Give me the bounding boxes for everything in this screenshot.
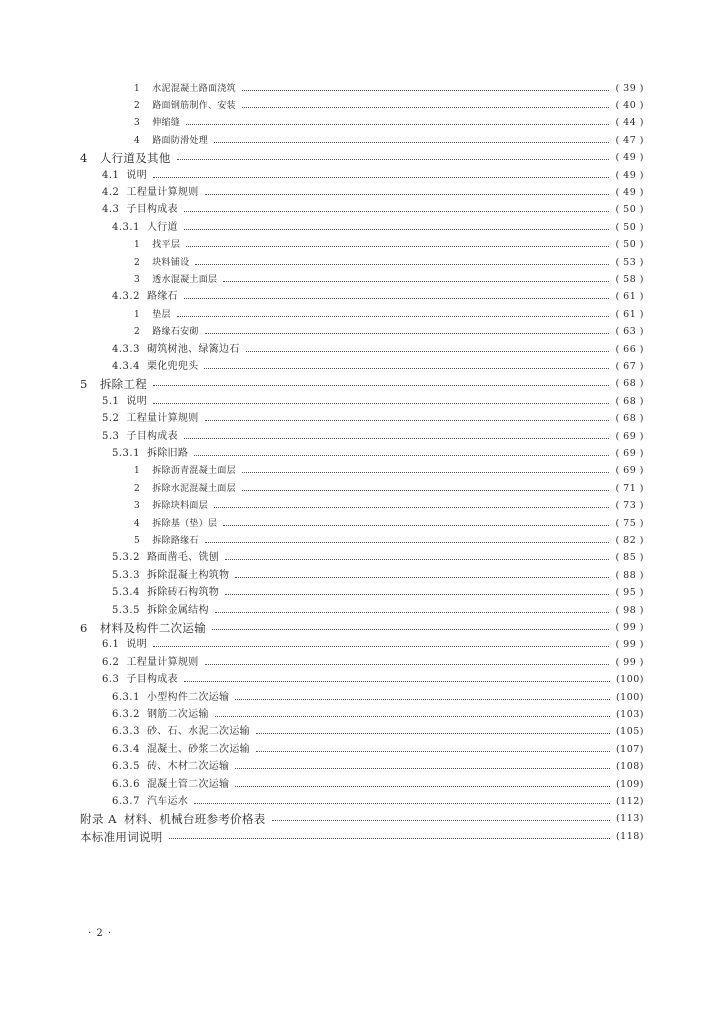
toc-entry[interactable] [80,393,644,410]
toc-entry[interactable] [80,724,644,741]
toc-entry-number: 4 [80,151,88,166]
dot-leader [235,768,610,769]
toc-entry[interactable] [80,776,644,793]
toc-entry-page: ( 68 ) [615,395,644,407]
dot-leader [205,333,610,334]
toc-entry-page: ( 50 ) [615,239,644,251]
dot-leader [225,559,609,560]
toc-entry-page: (118) [615,830,644,842]
toc-entry-page: ( 66 ) [615,343,644,355]
page-number-footer: · 2 · [88,928,113,939]
dot-leader [246,351,610,352]
toc-entry-title: 路面防滑处理 [152,135,209,146]
toc-entry-page: (108) [615,761,644,773]
toc-entry[interactable] [80,811,644,828]
toc-entry-number: 6.3.6 [112,778,140,790]
toc-entry-page: (100) [615,674,644,686]
toc-entry-title: 小型构件二次运输 [146,691,230,703]
dot-leader [235,786,610,787]
toc-entry-title: 拆除水泥混凝土面层 [152,483,236,494]
dot-leader [223,525,609,526]
toc-entry-title: 钢筋二次运输 [146,709,209,721]
toc-entry-number: 4.3.2 [112,291,140,303]
toc-entry-number: 5.3.4 [112,587,140,599]
toc-entry-page: (103) [615,709,644,721]
toc-entry-page: ( 71 ) [615,482,644,494]
toc-entry-title: 水泥混凝土路面浇筑 [152,83,236,94]
toc-entry-page: ( 68 ) [615,378,644,390]
toc-entry-page: ( 99 ) [615,656,644,668]
toc-entry-page: ( 99 ) [615,639,644,651]
toc-entry[interactable] [80,237,644,254]
toc-entry-page: ( 50 ) [615,221,644,233]
toc-entry-title: 找平层 [152,240,181,251]
toc-entry[interactable] [80,654,644,671]
toc-entry-number: 5.1 [102,395,120,407]
toc-entry-title: 路面钢筋制作、安装 [152,101,236,112]
toc-entry-page: ( 44 ) [615,117,644,129]
toc-entry[interactable] [80,498,644,515]
toc-entry-title: 工程量计算规则 [126,413,199,425]
dot-leader [169,838,610,839]
toc-entry-title: 透水混凝土面层 [152,275,218,286]
dot-leader [184,229,610,230]
toc-entry-number: 6.3.2 [112,709,140,721]
dot-leader [184,211,610,212]
toc-entry-page: ( 61 ) [615,308,644,320]
dot-leader [242,107,610,108]
dot-leader [204,368,609,369]
toc-entry-page: ( 73 ) [615,500,644,512]
toc-entry[interactable] [80,828,644,845]
dot-leader [177,159,610,160]
toc-entry[interactable] [80,741,644,758]
toc-entry-page: ( 49 ) [615,152,644,164]
toc-entry-number: 4 [134,135,141,146]
toc-entry[interactable] [80,532,644,549]
toc-entry-title: 伸缩缝 [152,118,181,129]
toc-entry-title: 拆除混凝土构筑物 [146,569,230,581]
toc-entry-number: 4.3.4 [112,361,140,373]
toc-entry-number: 6.3.1 [112,691,140,703]
dot-leader [215,716,610,717]
dot-leader [184,438,610,439]
toc-entry-title: 混凝土管二次运输 [146,778,230,790]
dot-leader [153,646,609,647]
dot-leader [205,194,610,195]
toc-entry[interactable] [80,341,644,358]
toc-entry[interactable] [80,515,644,532]
toc-entry[interactable] [80,80,644,97]
toc-entry-page: (113) [615,813,644,825]
toc-entry[interactable] [80,619,644,636]
toc-entry[interactable] [80,306,644,323]
toc-entry-number: 1 [134,309,141,320]
toc-entry-title: 人行道及其他 [99,151,171,166]
toc-entry[interactable] [80,706,644,723]
toc-entry-number: 5 [80,377,88,392]
toc-entry[interactable] [80,793,644,810]
toc-entry-number: 6.3.4 [112,743,140,755]
dot-leader [186,246,609,247]
toc-entry[interactable] [80,411,644,428]
toc-entry-number: 5.2 [102,413,120,425]
toc-entry-number: 4 [134,518,141,529]
toc-entry-title: 工程量计算规则 [126,656,199,668]
toc-entry-page: ( 69 ) [615,465,644,477]
dot-leader [256,733,610,734]
dot-leader [195,264,609,265]
toc-entry-title: 拆除沥青混凝土面层 [152,466,236,477]
toc-entry-number: 6.3.7 [112,796,140,808]
dot-leader [225,594,609,595]
toc-entry-title: 汽车运水 [146,796,189,808]
toc-entry-title: 说明 [126,169,148,181]
toc-entry[interactable] [80,376,644,393]
dot-leader [153,385,609,386]
toc-entry-title: 栗化兜兜头 [146,361,199,373]
dot-leader [235,699,610,700]
toc-entry-page: ( 68 ) [615,413,644,425]
toc-entry-title: 路面凿毛、铣刨 [146,552,220,564]
toc-entry-title: 块料铺设 [152,257,190,268]
toc-entry-number: 1 [134,83,141,94]
toc-entry-page: ( 47 ) [615,134,644,146]
toc-entry[interactable] [80,254,644,271]
toc-entry-number: 3 [134,501,141,512]
toc-entry-number: 4.3.3 [112,343,140,355]
toc-entry[interactable] [80,115,644,132]
toc-entry-number: 2 [134,483,141,494]
toc-entry-number: 4.2 [102,187,120,199]
toc-entry[interactable] [80,445,644,462]
toc-entry-page: ( 40 ) [615,100,644,112]
toc-entry-title: 垫层 [152,309,171,320]
toc-entry[interactable] [80,202,644,219]
toc-entry-title: 本标准用词说明 [80,829,163,844]
toc-entry-page: ( 53 ) [615,256,644,268]
dot-leader [242,90,610,91]
toc-entry-page: ( 50 ) [615,204,644,216]
toc-entry-number: 1 [134,240,141,251]
toc-entry-number: 5.3.2 [112,552,140,564]
toc-entry[interactable] [80,759,644,776]
toc-entry[interactable] [80,184,644,201]
toc-entry[interactable] [80,567,644,584]
toc-entry-number: 2 [134,327,141,338]
toc-entry-page: ( 63 ) [615,326,644,338]
dot-leader [177,316,610,317]
toc-entry[interactable] [80,480,644,497]
toc-entry-number: 6.3 [102,674,120,686]
toc-entry-number: 6.3.3 [112,726,140,738]
toc-entry-number: 3 [134,275,141,286]
toc-entry-number: 6.2 [102,656,120,668]
toc-entry-page: ( 49 ) [615,169,644,181]
toc-entry[interactable] [80,150,644,167]
dot-leader [186,124,609,125]
toc-entry-title: 拆除旧路 [146,448,189,460]
dot-leader [194,455,609,456]
dot-leader [214,507,609,508]
toc-entry-number: 6.3.5 [112,761,140,773]
toc-entry-title: 砂、石、水泥二次运输 [146,726,250,738]
toc-entry[interactable] [80,428,644,445]
toc-entry-number: 5.3.1 [112,448,140,460]
dot-leader [205,542,610,543]
toc-entry[interactable] [80,637,644,654]
dot-leader [153,403,609,404]
toc-entry-title: 路缘石安砌 [152,327,199,338]
toc-entry[interactable] [80,689,644,706]
toc-entry-page: ( 61 ) [615,291,644,303]
toc-entry-page: ( 82 ) [615,535,644,547]
toc-entry[interactable] [80,672,644,689]
toc-entry[interactable] [80,167,644,184]
toc-entry-page: ( 58 ) [615,274,644,286]
toc-entry-title: 路缘石 [146,291,178,303]
toc-entry-number: 6.1 [102,639,120,651]
toc-entry-title: 拆除块料面层 [152,501,209,512]
dot-leader [223,281,609,282]
dot-leader [214,142,609,143]
toc-entry[interactable] [80,550,644,567]
dot-leader [256,751,610,752]
toc-entry-number: 2 [134,257,141,268]
dot-leader [184,298,610,299]
toc-entry-page: ( 88 ) [615,569,644,581]
toc-entry-page: (100) [615,691,644,703]
toc-entry-page: ( 98 ) [615,604,644,616]
toc-entry-title: 说明 [126,639,148,651]
toc-entry-number: 5.3.3 [112,569,140,581]
toc-entry-page: ( 75 ) [615,517,644,529]
toc-entry-title: 拆除基（垫）层 [152,518,218,529]
toc-entry[interactable] [80,358,644,375]
toc-entry-title: 拆除路缘石 [152,536,199,547]
dot-leader [212,629,609,630]
toc-entry-title: 混凝土、砂浆二次运输 [146,743,250,755]
toc-entry-title: 材料、机械台班参考价格表 [123,812,266,827]
toc-entry-page: (109) [615,778,644,790]
toc-entry-page: ( 99 ) [615,622,644,634]
dot-leader [205,664,610,665]
dot-leader [215,612,610,613]
toc-entry-number: 附录 A [80,812,117,827]
toc-entry[interactable] [80,324,644,341]
toc-entry-title: 子目构成表 [126,430,178,442]
toc-entry-page: (105) [615,726,644,738]
toc-entry-title: 砌筑树池、绿篱边石 [146,343,240,355]
toc-entry-title: 拆除工程 [99,377,148,392]
toc-entry-page: (112) [615,796,644,808]
toc-entry-page: ( 85 ) [615,552,644,564]
toc-entry-page: ( 69 ) [615,430,644,442]
toc-entry-title: 说明 [126,395,148,407]
toc-entry-page: (107) [615,743,644,755]
toc-entry-number: 5.3 [102,430,120,442]
toc-entry[interactable] [80,271,644,288]
toc-entry[interactable] [80,463,644,480]
toc-entry[interactable] [80,132,644,149]
toc-entry-title: 拆除砖石构筑物 [146,587,220,599]
dot-leader [235,577,609,578]
toc-entry-page: ( 67 ) [615,361,644,373]
toc-entry-number: 1 [134,466,141,477]
toc-entry-number: 6 [80,621,88,636]
toc-entry-title: 拆除金属结构 [146,604,209,616]
toc-entry-page: ( 69 ) [615,448,644,460]
toc-entry-number: 2 [134,101,141,112]
toc-entry[interactable] [80,602,644,619]
dot-leader [205,420,610,421]
toc-entry-number: 5.3.5 [112,604,140,616]
dot-leader [242,490,610,491]
toc-entry-title: 砖、木材二次运输 [146,761,230,773]
toc-entry-number: 5 [134,536,141,547]
dot-leader [194,803,610,804]
toc-entry-title: 子目构成表 [126,204,178,216]
toc-entry-page: ( 49 ) [615,187,644,199]
toc-entry-number: 4.3.1 [112,221,140,233]
toc-entry-number: 3 [134,118,141,129]
toc-entry-page: ( 39 ) [615,82,644,94]
toc-entry-number: 4.1 [102,169,120,181]
toc-entry[interactable] [80,289,644,306]
toc-entry[interactable] [80,585,644,602]
toc-entry-page: ( 95 ) [615,587,644,599]
toc-entry-title: 子目构成表 [126,674,178,686]
dot-leader [184,681,610,682]
toc-entry-title: 材料及构件二次运输 [99,621,207,636]
toc-entry[interactable] [80,97,644,114]
dot-leader [153,177,609,178]
dot-leader [242,472,610,473]
dot-leader [272,820,610,821]
toc-entry[interactable] [80,219,644,236]
toc-entry-number: 4.3 [102,204,120,216]
toc-entry-title: 人行道 [146,221,178,233]
toc-entry-title: 工程量计算规则 [126,187,199,199]
